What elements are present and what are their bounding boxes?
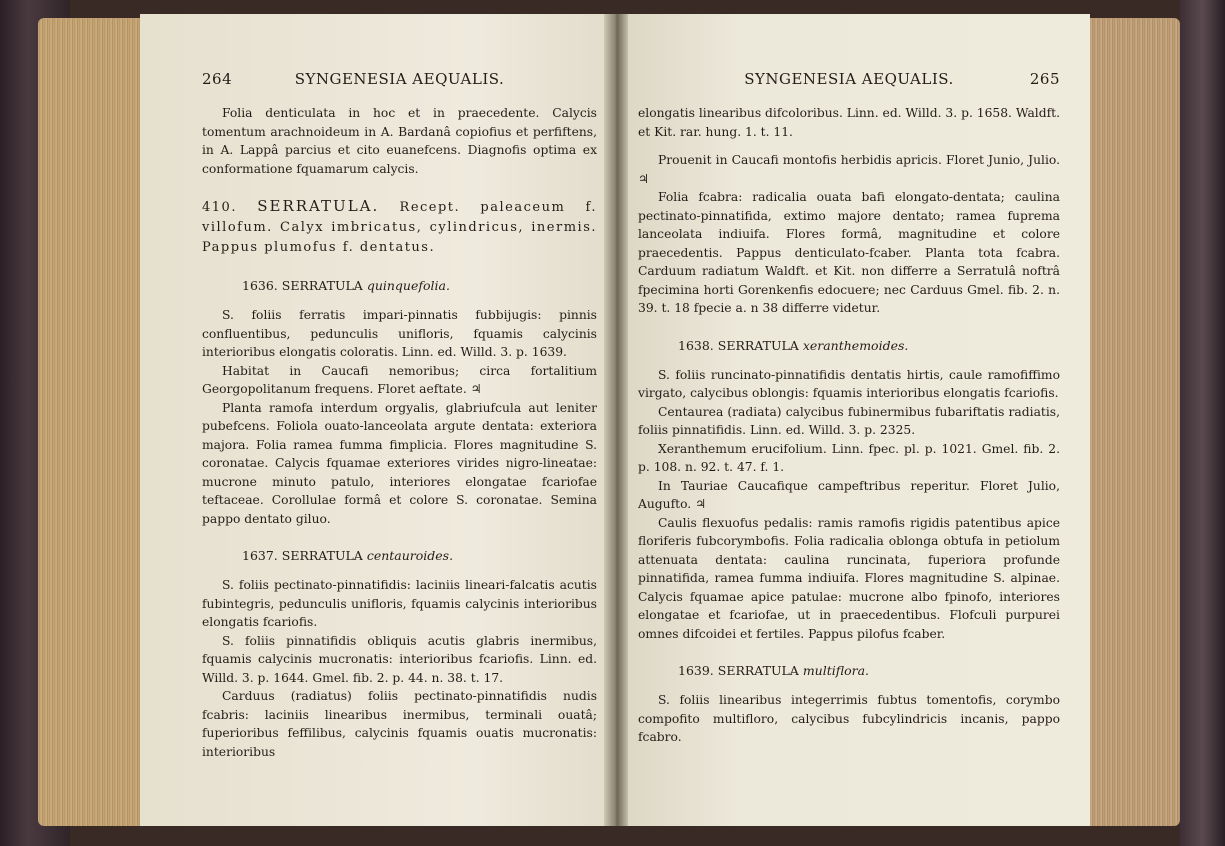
right-page-number: 265 xyxy=(1029,70,1060,88)
species-1638-title: 1638. SERRATULA xyxy=(678,337,799,353)
species-1639-epithet: multiflora. xyxy=(802,663,869,678)
species-1638-synonym-1: Centaurea (radiata) calycibus fubinermibus fubariftatis radiatis, foliis pinnatifidis. Linn. ed. Willd. 3. p. 2325. xyxy=(638,404,1060,437)
species-1636-diagnosis: S. foliis ferratis impari-pinnatis fubbijugis: pinnis confluentibus, pedunculis unifloris, fquamis calycinis interioribus elongatis coloratis. Linn. ed. Willd. 3. p. 1639. xyxy=(202,308,597,359)
species-1636-heading xyxy=(202,276,597,296)
marbled-endpaper-right xyxy=(1180,0,1225,846)
species-1638-description: Caulis flexuofus pedalis: ramis ramofis rigidis patentibus apice floriferis fubcorymbofis. Folia radicalia oblonga obtufa in petiolum attenuata dentata: caulina runcinata, fuperiora profunde pinnatifida, ramea fumma indiuifa. Flores magnitudine S. alpinae. Calycis fquamae apice patulae: mucrone albo fpinofo, interiores elongatae et fcariofae, ut in praecedentibus. Flofculi purpurei omnes difcoidei et fertiles. Pappus pilofus fcaber. xyxy=(638,515,1060,641)
description-folia-scabra: Folia fcabra: radicalia ouata bafi elongato-dentata; caulina pectinato-pinnatifida, extimo majore dentato; ramea fuprema lanceolata indiuifa. Flores formâ, magnitudine et colore praecedentis. Pappus denticulato-fcaber. Planta tota fcabra. Carduum radiatum Waldft. et Kit. non differre a Serratulâ noftrâ fpecimina horti Gorenkenfis edocuere; nec Carduus Gmel. fib. 2. n. 39. t. 18 fpecie a. n 38 differre videtur. xyxy=(638,190,1060,315)
genus-number: 410. xyxy=(202,200,237,215)
species-1639-title: 1639. SERRATULA xyxy=(678,663,799,678)
right-running-head: SYNGENESIA AEQUALIS. xyxy=(744,70,954,88)
species-1638-synonym-2: Xeranthemum erucifolium. Linn. fpec. pl. p. 1021. Gmel. fib. 2. p. 108. n. 92. t. 47. f. 1. xyxy=(638,441,1060,474)
paragraph-folia-denticulata: Folia denticulata in hoc et in praecedente. Calycis tomentum arachnoideum in A. Bardanâ copiofius et perfiftens, in A. Lappâ parcius et cito euanefcens. Diagnofis optima ex conformatione fquamarum calycis. xyxy=(202,106,597,176)
habitat-caucasus: Prouenit in Caucafi montofis herbidis apricis. Floret Junio, Julio. ♃ xyxy=(638,153,1060,186)
species-1636-epithet: quinquefolia. xyxy=(366,278,450,293)
left-page-header xyxy=(202,70,597,94)
species-1637-epithet: centauroides. xyxy=(366,548,454,563)
right-page xyxy=(620,14,1090,826)
left-page-number: 264 xyxy=(202,70,233,88)
left-page xyxy=(140,14,615,826)
species-1637-title: 1637. SERRATULA xyxy=(242,548,363,563)
species-1638-epithet: xeranthemoides. xyxy=(802,337,909,353)
species-1638-diagnosis: S. foliis runcinato-pinnatifidis dentatis hirtis, caule ramofiffimo virgato, calycibus oblongis: fquamis interioribus elongatis fcariofis. xyxy=(638,367,1060,400)
book-gutter xyxy=(604,14,628,826)
species-1638-habitat: In Tauriae Caucafique campeftribus reperitur. Floret Julio, Augufto. ♃ xyxy=(638,478,1060,511)
species-1636-habitat: Habitat in Caucafi nemoribus; circa fortalitium Georgopolitanum frequens. Floret aeftate. ♃ xyxy=(202,363,597,396)
species-1637-diagnosis: S. foliis pectinato-pinnatifidis: laciniis lineari-falcatis acutis fubintegris, pedunculis unifloris, fquamis calycinis interioribus elongatis fcariofis. xyxy=(202,578,597,629)
right-page-column xyxy=(638,14,1060,747)
species-1637-synonym-1: S. foliis pinnatifidis obliquis acutis glabris inermibus, fquamis calycinis mucronatis: interioribus fcariofis. Linn. ed. Willd. 3. p. 1644. Gmel. fib. 2. p. 44. n. 38. t. 17. xyxy=(202,633,597,685)
species-1636-description: Planta ramofa interdum orgyalis, glabriufcula aut leniter pubefcens. Foliola ouato-lanceolata argute dentata: exteriora majora. Folia ramea fumma fimplicia. Flores magnitudine S. coronatae. Calycis fquamae exteriores virides nigro-lineatae: mucrone minuto patulo, interiores elongatae fcariofae teftaceae. Corollulae formâ et colore S. coronatae. Semina pappo dentato giluo. xyxy=(202,400,597,526)
species-1638-heading xyxy=(638,336,1060,356)
species-1636-title: 1636. SERRATULA xyxy=(242,278,363,293)
right-page-header xyxy=(638,70,1060,94)
genus-name: SERRATULA. xyxy=(257,197,380,215)
continuation-text: elongatis linearibus difcoloribus. Linn. ed. Willd. 3. p. 1658. Waldft. et Kit. rar. hung. 1. t. 11. xyxy=(638,106,1060,139)
page-edges-left xyxy=(38,18,148,826)
species-1639-diagnosis: S. foliis linearibus integerrimis fubtus tomentofis, corymbo compofito multifloro, calycibus fubcylindricis incanis, pappo fcabro. xyxy=(638,693,1060,744)
species-1637-synonym-2: Carduus (radiatus) foliis pectinato-pinnatifidis nudis fcabris: laciniis linearibus inermibus, terminali ouatâ; fuperioribus feffilibus, calycinis fquamis ouatis mucronatis: interioribus xyxy=(202,689,597,759)
genus-heading xyxy=(202,196,597,258)
species-1637-heading xyxy=(202,546,597,566)
genus-description: Recept. paleaceum f. villofum. Calyx imbricatus, cylindricus, inermis. Pappus plumofus f. dentatus. xyxy=(202,200,597,255)
species-1639-heading xyxy=(638,661,1060,681)
page-edges-right xyxy=(1088,18,1180,826)
left-page-column xyxy=(202,14,597,761)
left-running-head: SYNGENESIA AEQUALIS. xyxy=(294,70,505,88)
